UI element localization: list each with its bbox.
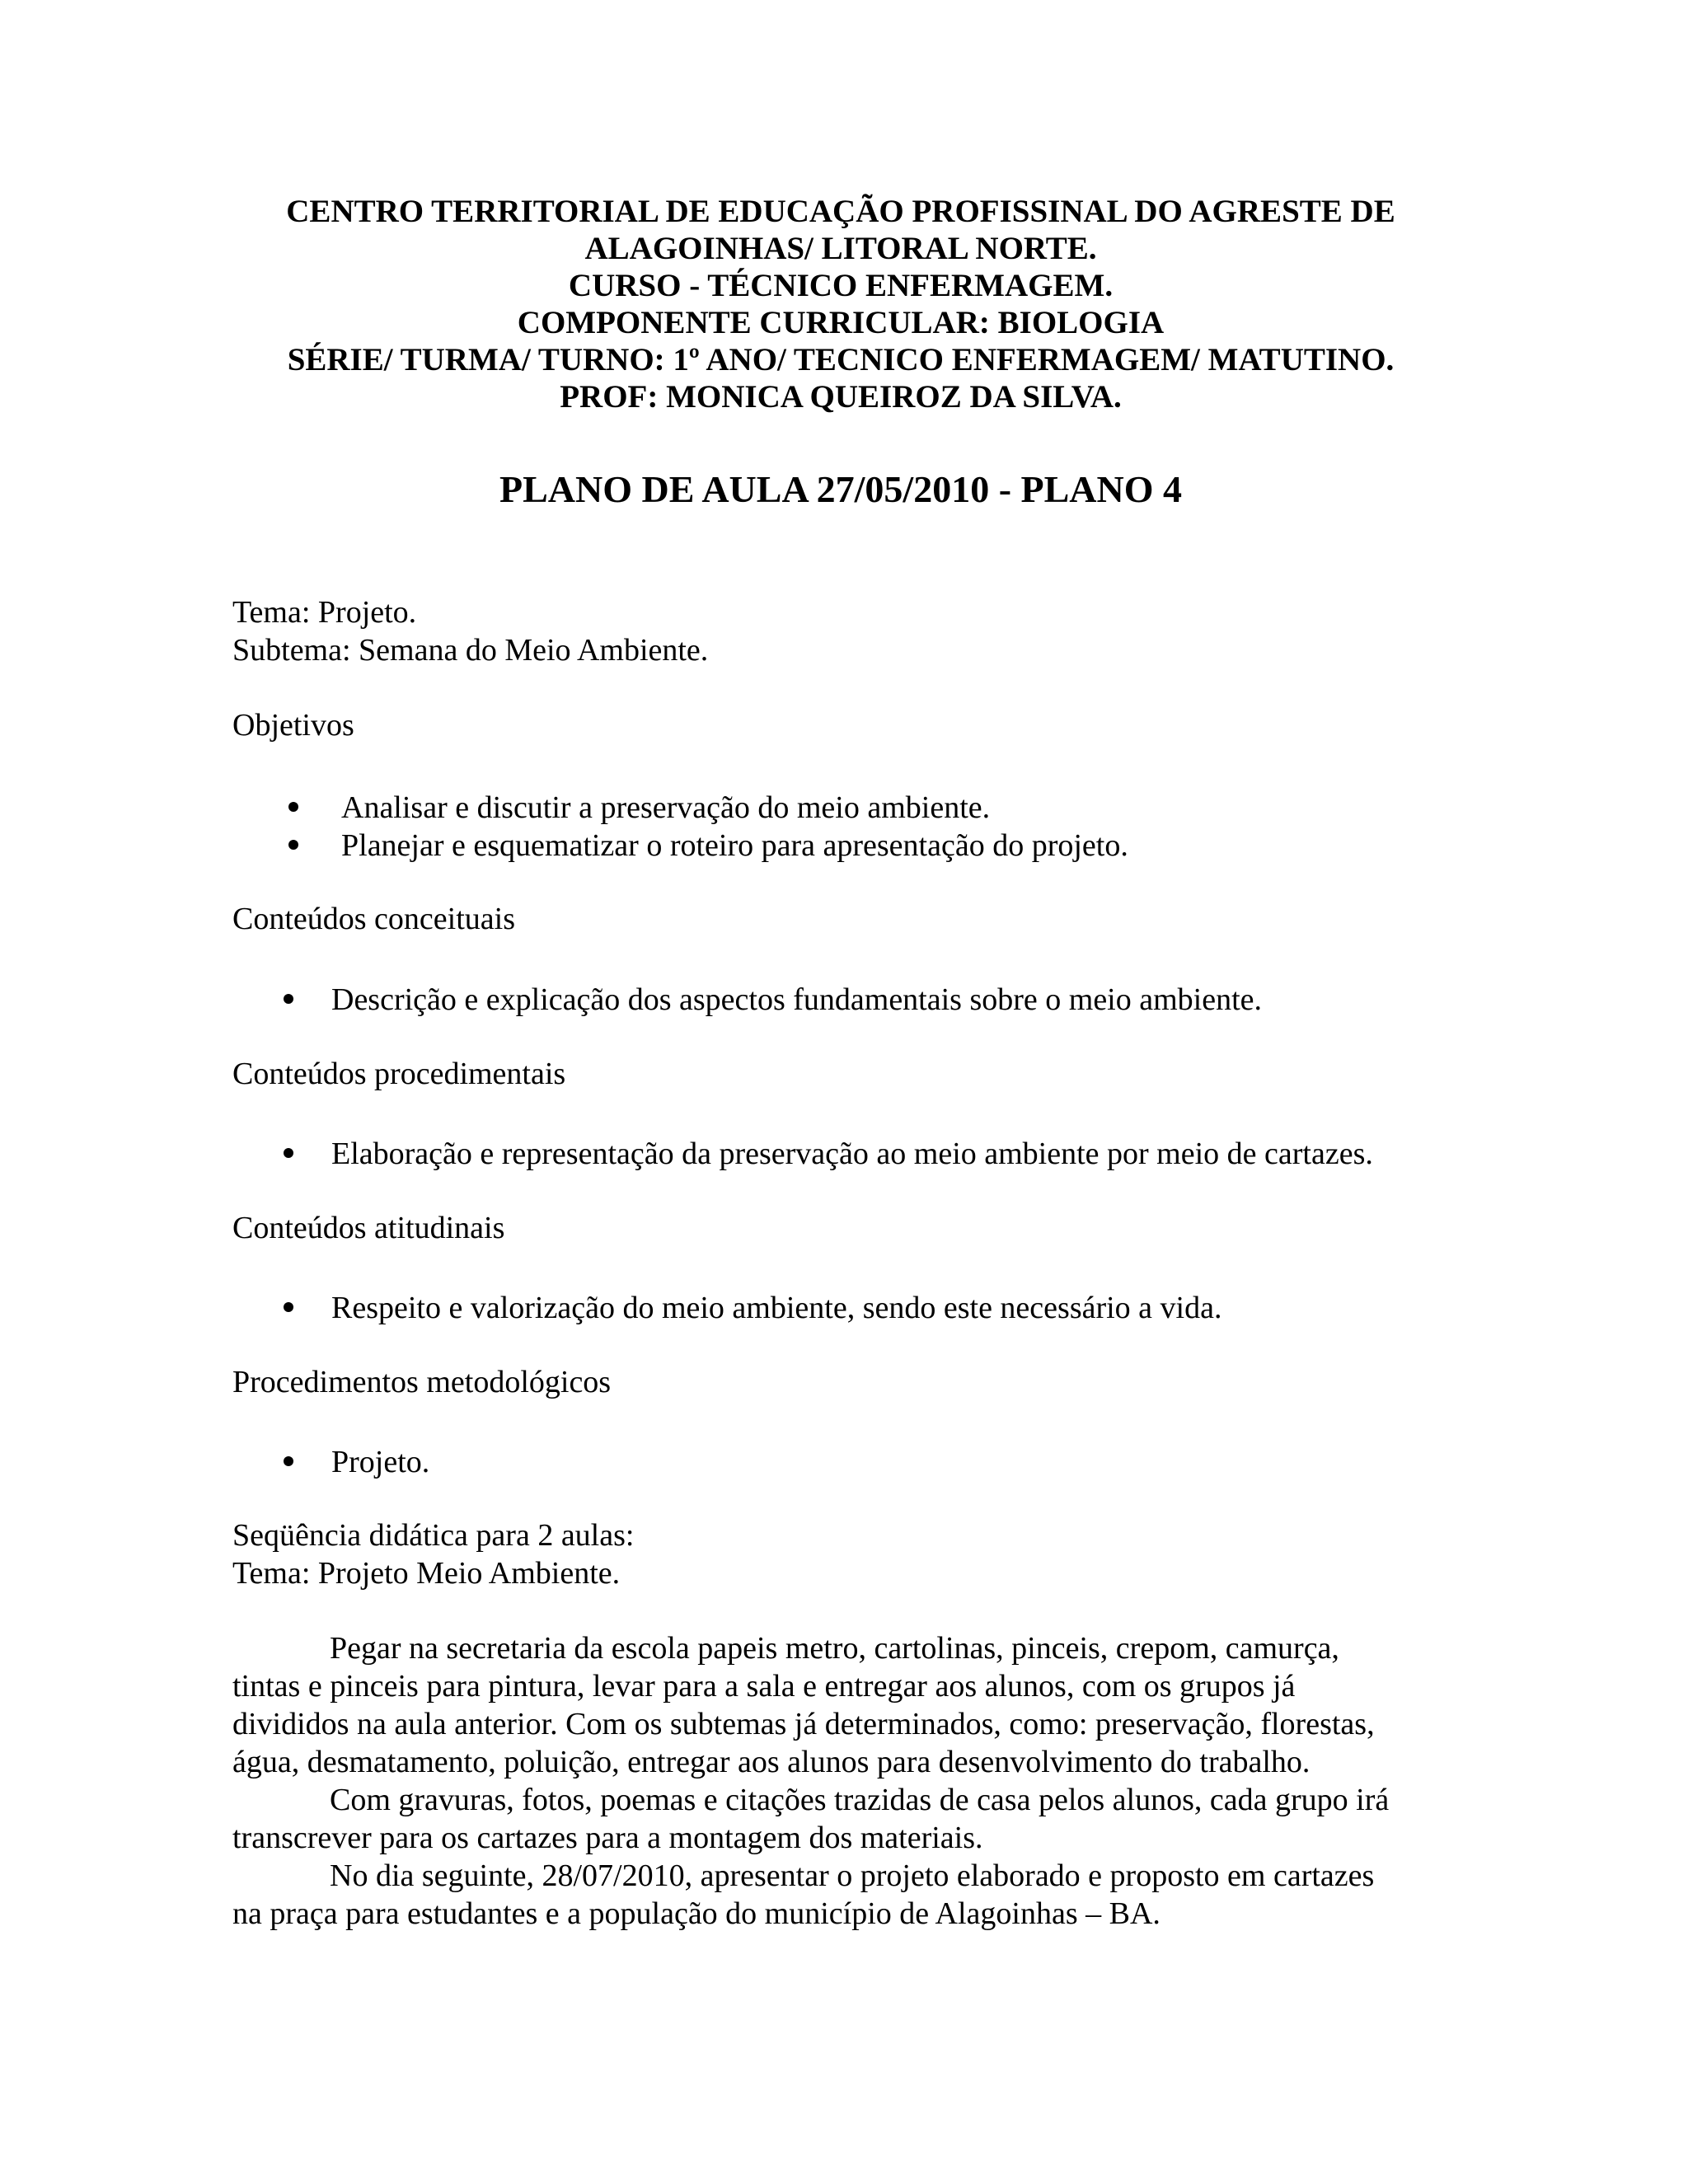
metodologicos-list	[232, 1443, 1469, 1481]
list-item-text: Projeto.	[331, 1445, 430, 1479]
list-item-text: Planejar e esquematizar o roteiro para apresentação do projeto.	[341, 828, 1128, 863]
bullet-icon	[288, 802, 298, 812]
section-heading-atitudinais: Conteúdos atitudinais	[232, 1211, 505, 1245]
section-heading-metodologicos: Procedimentos metodológicos	[232, 1365, 612, 1399]
list-item-text: Respeito e valorização do meio ambiente, sendo este necessário a vida.	[331, 1291, 1222, 1325]
bullet-icon	[288, 840, 298, 850]
subtema-line: Subtema: Semana do Meio Ambiente.	[232, 633, 709, 668]
bullet-icon	[284, 1148, 293, 1158]
document-header	[231, 193, 1451, 415]
section-heading-objetivos: Objetivos	[232, 708, 354, 743]
list-item	[232, 1135, 1469, 1173]
bullet-icon	[284, 994, 293, 1004]
sequencia-block	[232, 1516, 1469, 1592]
paragraph-line: transcrever para os cartazes para a montagem dos materiais.	[232, 1821, 983, 1855]
list-item	[232, 1443, 1469, 1481]
paragraph-line: tintas e pinceis para pintura, levar para a sala e entregar aos alunos, com os grupos já	[232, 1669, 1296, 1704]
objetivos-list	[232, 789, 1469, 865]
bullet-icon	[284, 1456, 293, 1466]
list-item-text: Elaboração e representação da preservação ao meio ambiente por meio de cartazes.	[331, 1137, 1373, 1171]
paragraph-line: divididos na aula anterior. Com os subtemas já determinados, como: preservação, florestas,	[232, 1707, 1375, 1741]
header-line: CURSO - TÉCNICO ENFERMAGEM.	[568, 268, 1114, 303]
atitudinais-list	[232, 1289, 1469, 1327]
sequencia-tema: Tema: Projeto Meio Ambiente.	[232, 1556, 621, 1591]
section-heading-conceituais: Conteúdos conceituais	[232, 902, 515, 936]
conceituais-list	[232, 981, 1469, 1019]
list-item	[232, 981, 1469, 1019]
header-line: PROF: MONICA QUEIROZ DA SILVA.	[560, 379, 1122, 415]
list-item	[232, 827, 1469, 865]
plan-title: PLANO DE AULA 27/05/2010 - PLANO 4	[499, 468, 1183, 510]
header-line: SÉRIE/ TURMA/ TURNO: 1º ANO/ TECNICO ENFERMAGEM/ MATUTINO.	[287, 342, 1395, 377]
list-item-text: Analisar e discutir a preservação do meio ambiente.	[341, 790, 991, 825]
sequencia-title: Seqüência didática para 2 aulas:	[232, 1518, 635, 1553]
procedimentais-list	[232, 1135, 1469, 1173]
list-item-text: Descrição e explicação dos aspectos fundamentais sobre o meio ambiente.	[331, 982, 1263, 1017]
list-item	[232, 1289, 1469, 1327]
sequencia-paragraphs	[232, 1629, 1485, 1933]
theme-block	[232, 593, 1469, 669]
tema-line: Tema: Projeto.	[232, 595, 417, 630]
paragraph-line: na praça para estudantes e a população do município de Alagoinhas – BA.	[232, 1896, 1160, 1931]
paragraph-line: Com gravuras, fotos, poemas e citações trazidas de casa pelos alunos, cada grupo irá	[330, 1783, 1390, 1817]
header-line: CENTRO TERRITORIAL DE EDUCAÇÃO PROFISSINAL DO AGRESTE DE	[286, 194, 1395, 229]
section-heading-procedimentais: Conteúdos procedimentais	[232, 1057, 566, 1091]
paragraph-line: No dia seguinte, 28/07/2010, apresentar o projeto elaborado e proposto em cartazes	[330, 1858, 1375, 1893]
bullet-icon	[284, 1302, 293, 1312]
header-line: ALAGOINHAS/ LITORAL NORTE.	[584, 231, 1097, 266]
paragraph-line: água, desmatamento, poluição, entregar aos alunos para desenvolvimento do trabalho.	[232, 1745, 1311, 1779]
header-line: COMPONENTE CURRICULAR: BIOLOGIA	[517, 305, 1165, 340]
list-item	[232, 789, 1469, 827]
paragraph-line: Pegar na secretaria da escola papeis metro, cartolinas, pinceis, crepom, camurça,	[330, 1631, 1339, 1666]
